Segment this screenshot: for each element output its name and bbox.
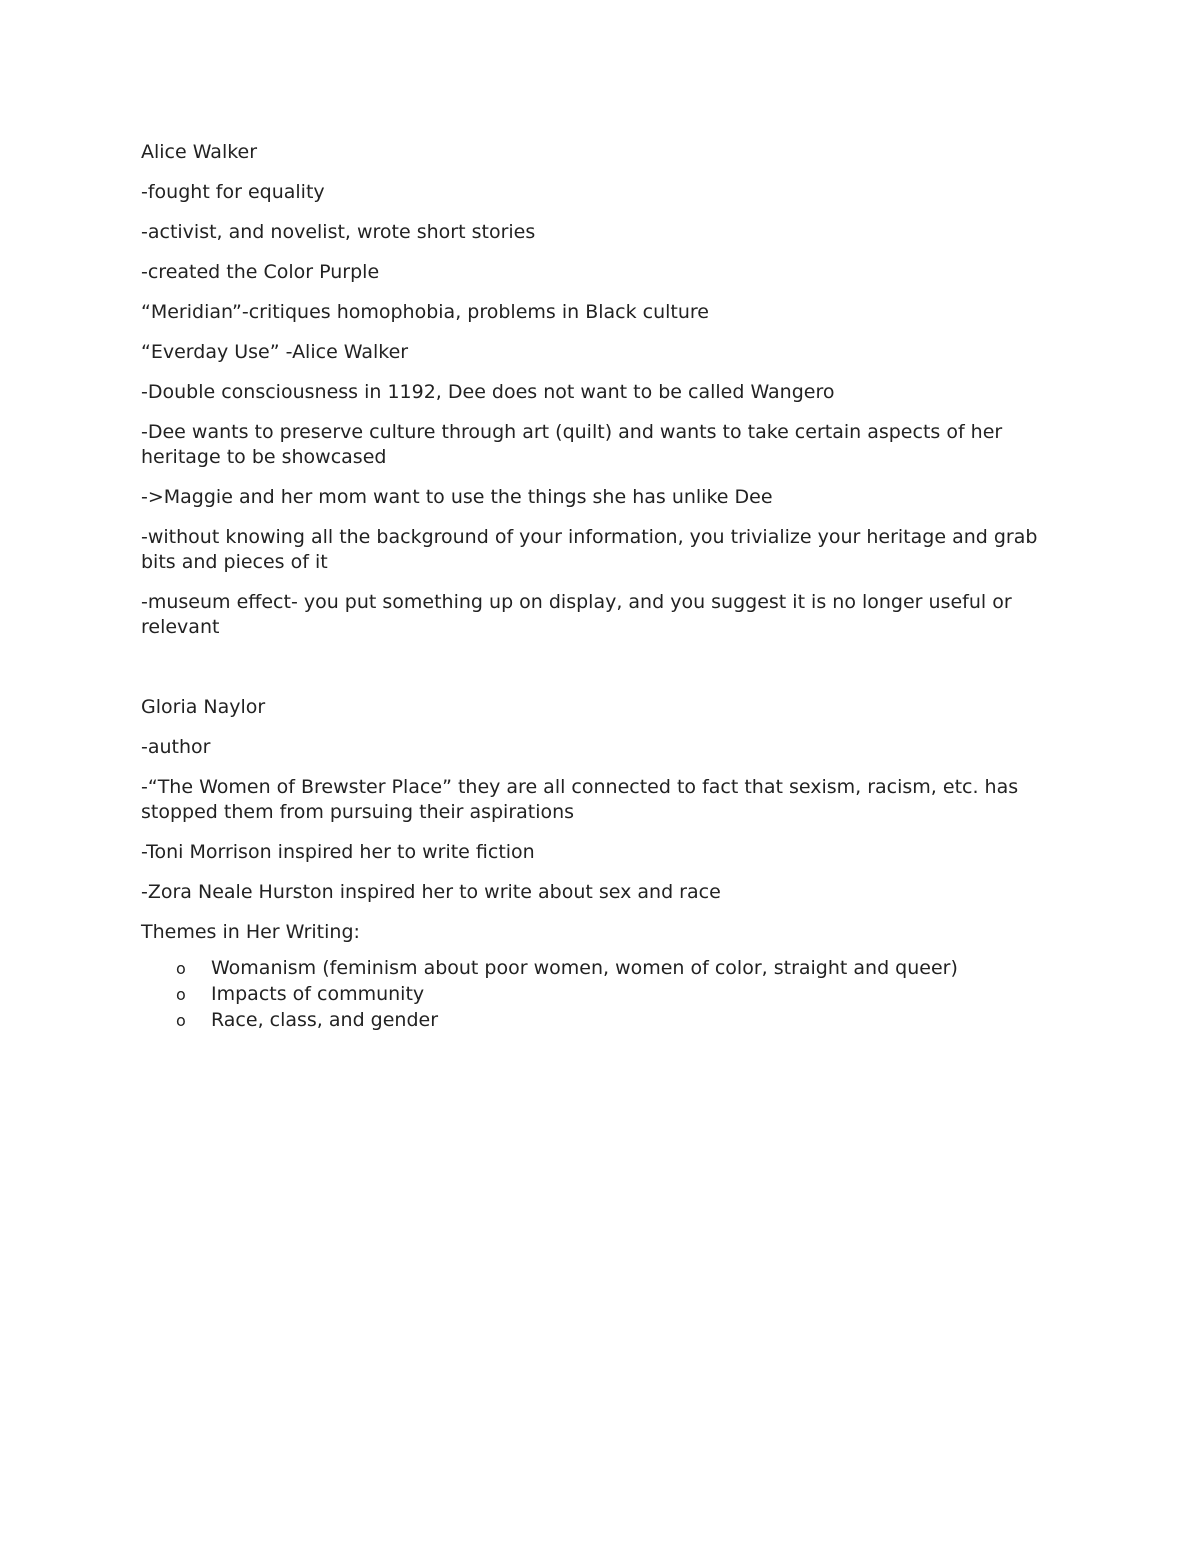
note-line: ->Maggie and her mom want to use the things she has unlike Dee: [141, 486, 773, 508]
note-line: -activist, and novelist, wrote short stories: [141, 221, 536, 243]
themes-list: [141, 956, 1061, 1033]
section-heading-gloria-naylor: Gloria Naylor: [141, 696, 266, 718]
note-line: -author: [141, 736, 211, 758]
section-heading-alice-walker: Alice Walker: [141, 141, 258, 163]
list-item: [141, 1008, 1061, 1033]
list-item-text: Womanism (feminism about poor women, women of color, straight and queer): [211, 957, 958, 979]
bullet-marker: o: [176, 1011, 186, 1030]
note-line: -Zora Neale Hurston inspired her to write about sex and race: [141, 881, 721, 903]
note-line: “Meridian”-critiques homophobia, problems in Black culture: [141, 301, 709, 323]
note-line: -“The Women of Brewster Place” they are all connected to fact that sexism, racism, etc. has stopped them from pursuing their aspirations: [141, 776, 1019, 823]
note-line: -Double consciousness in 1192, Dee does not want to be called Wangero: [141, 381, 835, 403]
section-spacer: [141, 655, 1061, 695]
note-line: -fought for equality: [141, 181, 325, 203]
note-line: -Toni Morrison inspired her to write fiction: [141, 841, 535, 863]
list-item: [141, 982, 1061, 1007]
note-line: -museum effect- you put something up on display, and you suggest it is no longer useful or relevant: [141, 591, 1012, 638]
note-line: -Dee wants to preserve culture through art (quilt) and wants to take certain aspects of her heritage to be showcased: [141, 421, 1003, 468]
list-item-text: Impacts of community: [211, 983, 425, 1005]
themes-heading: Themes in Her Writing:: [141, 921, 360, 943]
note-line: “Everday Use” -Alice Walker: [141, 341, 409, 363]
document-body: [141, 140, 1061, 1034]
bullet-marker: o: [176, 959, 186, 978]
bullet-marker: o: [176, 985, 186, 1004]
list-item-text: Race, class, and gender: [211, 1009, 439, 1031]
note-line: -without knowing all the background of your information, you trivialize your heritage and grab bits and pieces of it: [141, 526, 1038, 573]
list-item: [141, 956, 1061, 981]
note-line: -created the Color Purple: [141, 261, 380, 283]
